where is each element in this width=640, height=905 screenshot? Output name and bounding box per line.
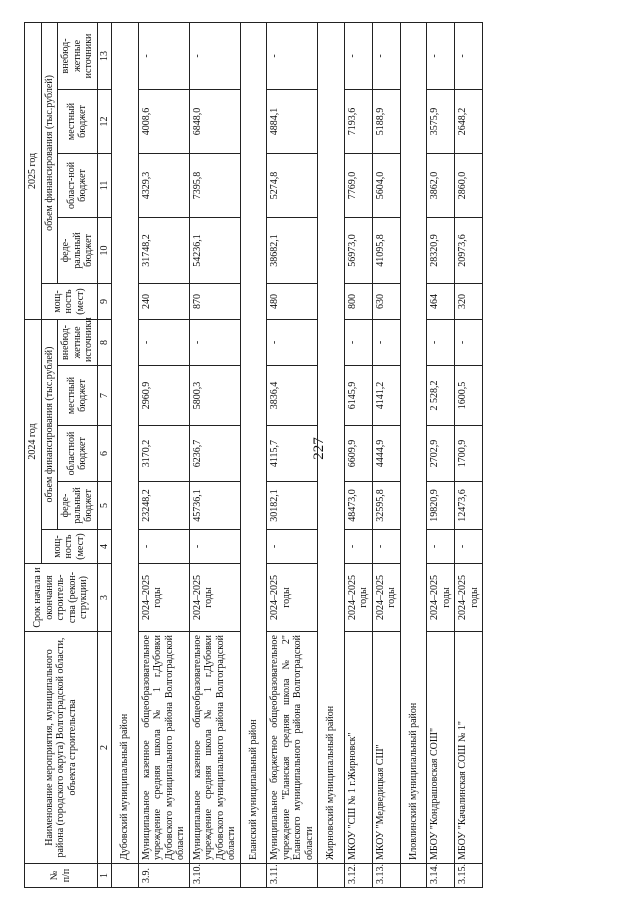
col-number: 10 xyxy=(97,217,112,283)
capacity-2025: 240 xyxy=(138,283,189,319)
header-local-2025: местный бюджет xyxy=(58,89,98,153)
local-2025: 4008,6 xyxy=(138,89,189,153)
capacity-2024: - xyxy=(455,530,483,564)
empty-cell xyxy=(240,864,267,888)
object-name: МКОУ "Медведицкая СШ" xyxy=(372,632,400,864)
local-2024: 2960,9 xyxy=(138,366,189,426)
federal-2024: 19820,9 xyxy=(427,482,455,530)
header-term: Срок начала и окончания строитель-ства (рекон-струкции) xyxy=(25,564,98,632)
construction-term: 2024–2025 годы xyxy=(189,564,240,632)
local-2025: 7193,6 xyxy=(344,89,372,153)
col-number: 6 xyxy=(97,426,112,482)
federal-2024: 23248,2 xyxy=(138,482,189,530)
table-body xyxy=(112,22,483,887)
header-extrabudget-2024: внебюд-жетные источники xyxy=(58,319,98,365)
district-group-row xyxy=(318,22,345,887)
header-extrabudget-2025: внебюд-жетные источники xyxy=(58,22,98,89)
regional-2025: 3862,0 xyxy=(427,153,455,217)
header-federal-2025: феде-ральный бюджет xyxy=(58,217,98,283)
local-2024: 4141,2 xyxy=(372,366,400,426)
extrabudget-2024: - xyxy=(189,319,240,365)
col-number: 11 xyxy=(97,153,112,217)
capacity-2024: - xyxy=(427,530,455,564)
capacity-2024: - xyxy=(138,530,189,564)
object-name: Муниципальное казенное общеобразовательное учреждение средняя школа № 1 г.Дубовки Дубовского муниципального района Волгоградской области xyxy=(138,632,189,864)
extrabudget-2025: - xyxy=(138,22,189,89)
row-number: 3.12. xyxy=(344,864,372,888)
federal-2024: 45736,1 xyxy=(189,482,240,530)
col-number: 2 xyxy=(97,632,112,864)
table-header xyxy=(25,22,112,887)
row-number: 3.9. xyxy=(138,864,189,888)
federal-2025: 41095,8 xyxy=(372,217,400,283)
regional-2024: 2702,9 xyxy=(427,426,455,482)
extrabudget-2025: - xyxy=(455,22,483,89)
capacity-2025: 870 xyxy=(189,283,240,319)
extrabudget-2024: - xyxy=(427,319,455,365)
col-number: 5 xyxy=(97,482,112,530)
row-number: 3.11. xyxy=(267,864,318,888)
object-name: Муниципальное бюджетное общеобразовательное учреждение "Еланская средняя школа № 2" Еланского муниципального района Волгоградской области xyxy=(267,632,318,864)
district-group-row xyxy=(400,22,427,887)
header-regional-2024: областной бюджет xyxy=(58,426,98,482)
federal-2024: 12473,6 xyxy=(455,482,483,530)
header-federal-2024: феде-ральный бюджет xyxy=(58,482,98,530)
district-name: Еланский муниципальный район xyxy=(240,22,267,863)
capacity-2024: - xyxy=(344,530,372,564)
capacity-2024: - xyxy=(267,530,318,564)
extrabudget-2024: - xyxy=(455,319,483,365)
header-capacity-2025: мощ-ность (мест) xyxy=(41,283,97,319)
local-2025: 2648,2 xyxy=(455,89,483,153)
capacity-2024: - xyxy=(189,530,240,564)
federal-2025: 20973,6 xyxy=(455,217,483,283)
federal-2025: 31748,2 xyxy=(138,217,189,283)
capacity-2025: 320 xyxy=(455,283,483,319)
row-number: 3.15. xyxy=(455,864,483,888)
table-row xyxy=(267,22,318,887)
federal-2024: 48473,0 xyxy=(344,482,372,530)
regional-2024: 6236,7 xyxy=(189,426,240,482)
header-year-2024: 2024 год xyxy=(25,319,42,563)
col-number: 4 xyxy=(97,530,112,564)
regional-2025: 7769,0 xyxy=(344,153,372,217)
regional-2025: 5274,8 xyxy=(267,153,318,217)
financing-table xyxy=(24,22,483,888)
extrabudget-2025: - xyxy=(267,22,318,89)
federal-2025: 56973,0 xyxy=(344,217,372,283)
local-2024: 1600,5 xyxy=(455,366,483,426)
table-row xyxy=(344,22,372,887)
column-number-row xyxy=(97,22,112,887)
local-2025: 4884,1 xyxy=(267,89,318,153)
federal-2024: 32595,8 xyxy=(372,482,400,530)
local-2024: 6145,9 xyxy=(344,366,372,426)
table-row xyxy=(427,22,455,887)
district-group-row xyxy=(112,22,139,887)
table-row xyxy=(138,22,189,887)
federal-2025: 38682,1 xyxy=(267,217,318,283)
extrabudget-2025: - xyxy=(372,22,400,89)
capacity-2025: 464 xyxy=(427,283,455,319)
construction-term: 2024–2025 годы xyxy=(138,564,189,632)
col-number: 12 xyxy=(97,89,112,153)
col-number: 1 xyxy=(97,864,112,888)
district-name: Жирновский муниципальный район xyxy=(318,22,345,863)
empty-cell xyxy=(318,864,345,888)
federal-2025: 54236,1 xyxy=(189,217,240,283)
empty-cell xyxy=(400,864,427,888)
page-number: 227 xyxy=(310,437,327,460)
row-number: 3.13. xyxy=(372,864,400,888)
regional-2024: 3170,2 xyxy=(138,426,189,482)
capacity-2025: 480 xyxy=(267,283,318,319)
regional-2025: 7395,8 xyxy=(189,153,240,217)
district-name: Дубовский муниципальный район xyxy=(112,22,139,863)
extrabudget-2024: - xyxy=(372,319,400,365)
capacity-2025: 800 xyxy=(344,283,372,319)
regional-2024: 6609,9 xyxy=(344,426,372,482)
extrabudget-2025: - xyxy=(427,22,455,89)
object-name: МБОУ "Кондрашовская СОШ" xyxy=(427,632,455,864)
regional-2025: 2860,0 xyxy=(455,153,483,217)
district-group-row xyxy=(240,22,267,887)
federal-2024: 30182,1 xyxy=(267,482,318,530)
district-name: Иловлинский муниципальный район xyxy=(400,22,427,863)
construction-term: 2024–2025 годы xyxy=(455,564,483,632)
col-number: 3 xyxy=(97,564,112,632)
local-2025: 5188,9 xyxy=(372,89,400,153)
row-number: 3.14. xyxy=(427,864,455,888)
construction-term: 2024–2025 годы xyxy=(427,564,455,632)
federal-2025: 28320,9 xyxy=(427,217,455,283)
header-local-2024: местный бюджет xyxy=(58,366,98,426)
regional-2025: 5604,0 xyxy=(372,153,400,217)
header-name: Наименование мероприятия, муниципального района (городского округа) Волгоградской области, объекта строительства xyxy=(25,632,98,864)
header-capacity-2024: мощ-ность (мест) xyxy=(41,530,97,564)
col-number: 8 xyxy=(97,319,112,365)
extrabudget-2024: - xyxy=(138,319,189,365)
empty-cell xyxy=(112,864,139,888)
object-name: Муниципальное казенное общеобразовательное учреждение средняя школа № 1 г.Дубовки Дубовского муниципального района Волгоградской области xyxy=(189,632,240,864)
extrabudget-2024: - xyxy=(344,319,372,365)
header-financing-2025: объем финансирования (тыс.рублей) xyxy=(41,22,58,283)
construction-term: 2024–2025 годы xyxy=(267,564,318,632)
construction-term: 2024–2025 годы xyxy=(372,564,400,632)
header-year-2025: 2025 год xyxy=(25,22,42,319)
header-no: № п/п xyxy=(25,864,98,888)
col-number: 9 xyxy=(97,283,112,319)
capacity-2025: 630 xyxy=(372,283,400,319)
local-2025: 3575,9 xyxy=(427,89,455,153)
header-regional-2025: област-ной бюджет xyxy=(58,153,98,217)
extrabudget-2025: - xyxy=(344,22,372,89)
object-name: МКОУ "СШ № 1 г.Жирновск" xyxy=(344,632,372,864)
regional-2024: 4444,9 xyxy=(372,426,400,482)
col-number: 13 xyxy=(97,22,112,89)
header-financing-2024: объем финансирования (тыс.рублей) xyxy=(41,319,58,529)
row-number: 3.10. xyxy=(189,864,240,888)
extrabudget-2024: - xyxy=(267,319,318,365)
local-2024: 5800,3 xyxy=(189,366,240,426)
object-name: МБОУ "Качалинская СОШ № 1" xyxy=(455,632,483,864)
local-2024: 3836,4 xyxy=(267,366,318,426)
col-number: 7 xyxy=(97,366,112,426)
local-2024: 2 528,2 xyxy=(427,366,455,426)
local-2025: 6848,0 xyxy=(189,89,240,153)
regional-2025: 4329,3 xyxy=(138,153,189,217)
construction-term: 2024–2025 годы xyxy=(344,564,372,632)
capacity-2024: - xyxy=(372,530,400,564)
table-row xyxy=(189,22,240,887)
regional-2024: 1700,9 xyxy=(455,426,483,482)
rotated-table-wrapper xyxy=(24,23,609,888)
regional-2024: 4115,7 xyxy=(267,426,318,482)
extrabudget-2025: - xyxy=(189,22,240,89)
table-row xyxy=(455,22,483,887)
table-row xyxy=(372,22,400,887)
